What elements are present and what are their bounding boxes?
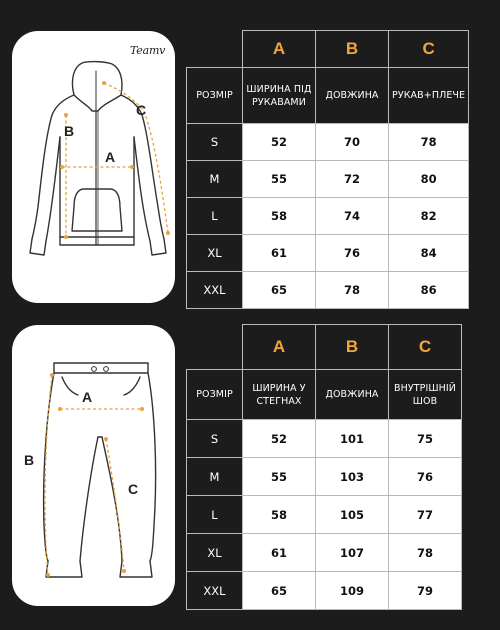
header-c: РУКАВ+ПЛЕЧЕ (389, 68, 469, 124)
column-letter-b: B (316, 325, 389, 370)
table-row: M 55 72 80 (187, 161, 469, 198)
hoodie-size-table (186, 30, 469, 309)
header-a: ШИРИНА ПІД РУКАВАМИ (243, 68, 316, 124)
header-row (187, 370, 462, 420)
table-row: XL 61 107 78 (187, 534, 462, 572)
table-row: XL 61 76 84 (187, 235, 469, 272)
table-row: M 55 103 76 (187, 458, 462, 496)
table-row: XXL 65 78 86 (187, 272, 469, 309)
column-letter-a: A (243, 31, 316, 68)
diagram-label-c: C (128, 481, 139, 497)
pants-size-table (186, 324, 462, 610)
header-a: ШИРИНА У СТЕГНАХ (243, 370, 316, 420)
column-letter-row (187, 31, 469, 68)
table-row: L 58 105 77 (187, 496, 462, 534)
diagram-label-b: B (64, 123, 75, 139)
hoodie-illustration (12, 31, 175, 303)
table-row: S 52 101 75 (187, 420, 462, 458)
column-letter-b: B (316, 31, 389, 68)
hoodie-diagram-card (12, 31, 175, 303)
column-letter-a: A (243, 325, 316, 370)
pants-diagram-card (12, 325, 175, 606)
column-letter-row (187, 325, 462, 370)
header-size: РОЗМІР (187, 68, 243, 124)
pants-illustration (12, 325, 175, 606)
header-b: ДОВЖИНА (316, 68, 389, 124)
diagram-label-a: A (105, 149, 116, 165)
header-b: ДОВЖИНА (316, 370, 389, 420)
diagram-label-a: A (82, 389, 93, 405)
column-letter-c: C (389, 325, 462, 370)
header-row (187, 68, 469, 124)
table-row: S 52 70 78 (187, 124, 469, 161)
brand-logo: Teamv (130, 44, 166, 57)
table-row: XXL 65 109 79 (187, 572, 462, 610)
header-size: РОЗМІР (187, 370, 243, 420)
diagram-label-c: C (136, 102, 147, 118)
table-row: L 58 74 82 (187, 198, 469, 235)
column-letter-c: C (389, 31, 469, 68)
header-c: ВНУТРІШНІЙ ШОВ (389, 370, 462, 420)
diagram-label-b: B (24, 452, 35, 468)
